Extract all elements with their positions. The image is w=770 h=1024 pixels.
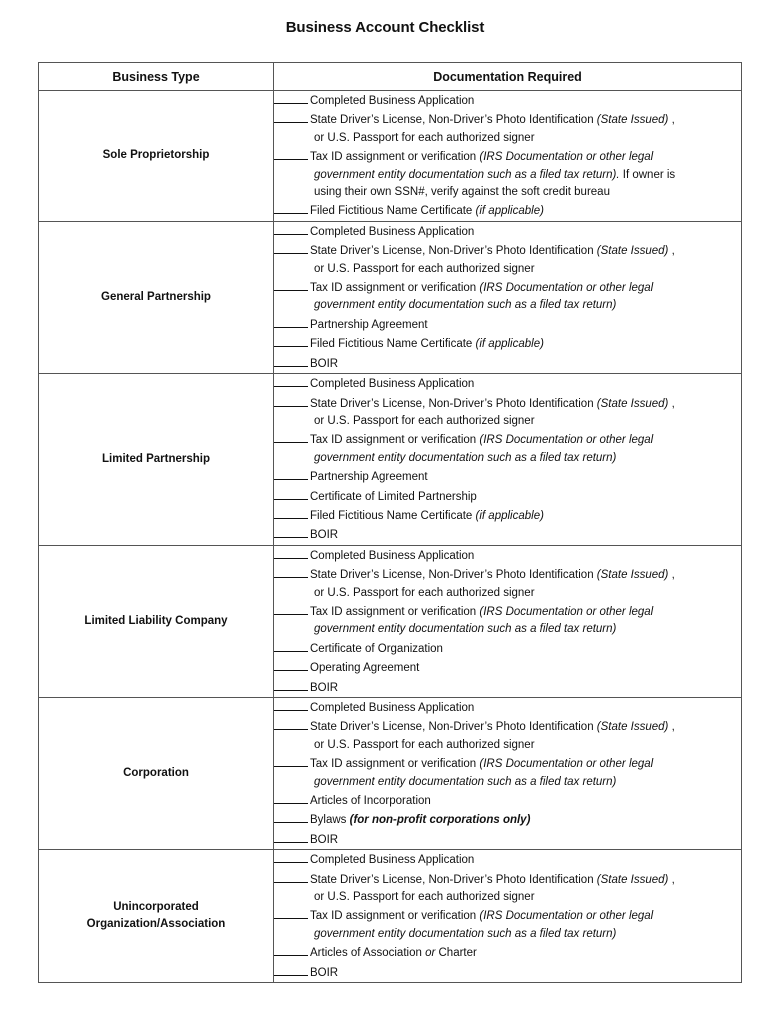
row-limited-partnership: [39, 374, 742, 546]
checkbox-blank[interactable]: [274, 315, 308, 328]
doc-item: Filed Fictitious Name Certificate (if applicable): [274, 201, 741, 220]
doc-item: State Driver’s License, Non-Driver’s Photo Identification (State Issued) ,: [274, 241, 741, 260]
doc-item: Filed Fictitious Name Certificate (if applicable): [274, 506, 741, 525]
doc-item: Certificate of Limited Partnership: [274, 487, 741, 506]
business-type-label: Unincorporated: [113, 900, 199, 913]
doc-item: State Driver’s License, Non-Driver’s Photo Identification (State Issued) ,: [274, 870, 741, 889]
checkbox-blank[interactable]: [274, 870, 308, 883]
doc-item: Completed Business Application: [274, 374, 741, 393]
checkbox-blank[interactable]: [274, 110, 308, 123]
checkbox-blank[interactable]: [274, 487, 308, 500]
checkbox-blank[interactable]: [274, 850, 308, 863]
doc-item: BOIR: [274, 525, 741, 544]
documents-cell: [274, 91, 742, 222]
checkbox-blank[interactable]: [274, 201, 308, 214]
doc-item: Partnership Agreement: [274, 467, 741, 486]
checkbox-blank[interactable]: [274, 906, 308, 919]
doc-item: Articles of Incorporation: [274, 791, 741, 810]
doc-item: Completed Business Application: [274, 546, 741, 565]
doc-item-continued: or U.S. Passport for each authorized signer: [314, 414, 535, 427]
checkbox-blank[interactable]: [274, 394, 308, 407]
doc-item: Completed Business Application: [274, 91, 741, 110]
business-type-label: Limited Partnership: [102, 452, 210, 465]
doc-item: Articles of Association or Charter: [274, 943, 741, 962]
doc-item: State Driver’s License, Non-Driver’s Photo Identification (State Issued) ,: [274, 394, 741, 413]
documents-cell: [274, 374, 742, 546]
business-type-label: General Partnership: [101, 290, 211, 303]
doc-item: State Driver’s License, Non-Driver’s Photo Identification (State Issued) ,: [274, 565, 741, 584]
checkbox-blank[interactable]: [274, 525, 308, 538]
business-type-cell: [39, 698, 274, 850]
business-type-cell: [39, 374, 274, 546]
doc-item: BOIR: [274, 830, 741, 849]
doc-item: BOIR: [274, 963, 741, 982]
doc-item: Bylaws (for non-profit corporations only): [274, 810, 741, 829]
checkbox-blank[interactable]: [274, 546, 308, 559]
doc-item: Completed Business Application: [274, 698, 741, 717]
doc-item-continued: or U.S. Passport for each authorized signer: [314, 586, 535, 599]
business-type-cell: [39, 91, 274, 222]
doc-item: BOIR: [274, 354, 741, 373]
checkbox-blank[interactable]: [274, 430, 308, 443]
documents-cell: [274, 545, 742, 697]
doc-item: Tax ID assignment or verification (IRS Documentation or other legal: [274, 754, 741, 773]
checkbox-blank[interactable]: [274, 963, 308, 976]
doc-item: Filed Fictitious Name Certificate (if applicable): [274, 334, 741, 353]
checkbox-blank[interactable]: [274, 354, 308, 367]
checkbox-blank[interactable]: [274, 698, 308, 711]
doc-item-continued: or U.S. Passport for each authorized signer: [314, 738, 535, 751]
row-corporation: [39, 698, 742, 850]
doc-item-continued: or U.S. Passport for each authorized signer: [314, 262, 535, 275]
doc-item-continued: government entity documentation such as a filed tax return). If owner is: [314, 168, 676, 181]
doc-item-continued: using their own SSN#, verify against the soft credit bureau: [314, 186, 610, 199]
table-header-row: [39, 63, 742, 91]
checkbox-blank[interactable]: [274, 506, 308, 519]
doc-item: BOIR: [274, 678, 741, 697]
checkbox-blank[interactable]: [274, 754, 308, 767]
documents-cell: [274, 221, 742, 373]
doc-item-continued: or U.S. Passport for each authorized signer: [314, 891, 535, 904]
checkbox-blank[interactable]: [274, 334, 308, 347]
doc-item-continued: government entity documentation such as a filed tax return): [314, 927, 617, 940]
doc-item: Tax ID assignment or verification (IRS Documentation or other legal: [274, 147, 741, 166]
header-documentation: Documentation Required: [274, 63, 742, 91]
checkbox-blank[interactable]: [274, 830, 308, 843]
doc-item-continued: government entity documentation such as a filed tax return): [314, 451, 617, 464]
documents-cell: [274, 850, 742, 983]
doc-item-continued: government entity documentation such as a filed tax return): [314, 299, 617, 312]
doc-item: Tax ID assignment or verification (IRS Documentation or other legal: [274, 430, 741, 449]
checkbox-blank[interactable]: [274, 91, 308, 104]
doc-item: Tax ID assignment or verification (IRS Documentation or other legal: [274, 602, 741, 621]
checkbox-blank[interactable]: [274, 678, 308, 691]
row-unincorporated-organization: [39, 850, 742, 983]
checkbox-blank[interactable]: [274, 241, 308, 254]
checkbox-blank[interactable]: [274, 717, 308, 730]
business-type-label: Corporation: [123, 766, 189, 779]
checkbox-blank[interactable]: [274, 602, 308, 615]
doc-item: Completed Business Application: [274, 850, 741, 869]
checkbox-blank[interactable]: [274, 810, 308, 823]
checkbox-blank[interactable]: [274, 147, 308, 160]
doc-item-continued: government entity documentation such as a filed tax return): [314, 775, 617, 788]
checkbox-blank[interactable]: [274, 639, 308, 652]
doc-item: Certificate of Organization: [274, 639, 741, 658]
checklist-table: [38, 62, 742, 983]
checkbox-blank[interactable]: [274, 565, 308, 578]
checkbox-blank[interactable]: [274, 278, 308, 291]
checkbox-blank[interactable]: [274, 658, 308, 671]
checkbox-blank[interactable]: [274, 791, 308, 804]
doc-item: Operating Agreement: [274, 658, 741, 677]
business-type-label: Sole Proprietorship: [102, 149, 210, 162]
doc-item: State Driver’s License, Non-Driver’s Photo Identification (State Issued) ,: [274, 717, 741, 736]
doc-item: Tax ID assignment or verification (IRS Documentation or other legal: [274, 278, 741, 297]
business-type-label: Limited Liability Company: [84, 614, 228, 627]
row-general-partnership: [39, 221, 742, 373]
doc-item-continued: or U.S. Passport for each authorized signer: [314, 131, 535, 144]
doc-item-continued: government entity documentation such as a filed tax return): [314, 623, 617, 636]
checkbox-blank[interactable]: [274, 374, 308, 387]
header-business-type: Business Type: [39, 63, 274, 91]
business-type-cell: [39, 545, 274, 697]
doc-item: Tax ID assignment or verification (IRS Documentation or other legal: [274, 906, 741, 925]
doc-item: State Driver’s License, Non-Driver’s Photo Identification (State Issued) ,: [274, 110, 741, 129]
documents-cell: [274, 698, 742, 850]
checkbox-blank[interactable]: [274, 943, 308, 956]
row-sole-proprietorship: [39, 91, 742, 222]
business-type-label: Organization/Association: [86, 918, 226, 931]
business-type-cell: [39, 850, 274, 983]
doc-item: Completed Business Application: [274, 222, 741, 241]
row-limited-liability-company: [39, 545, 742, 697]
document-title: Business Account Checklist: [285, 19, 485, 36]
business-type-cell: [39, 221, 274, 373]
checkbox-blank[interactable]: [274, 467, 308, 480]
doc-item: Partnership Agreement: [274, 315, 741, 334]
checkbox-blank[interactable]: [274, 222, 308, 235]
